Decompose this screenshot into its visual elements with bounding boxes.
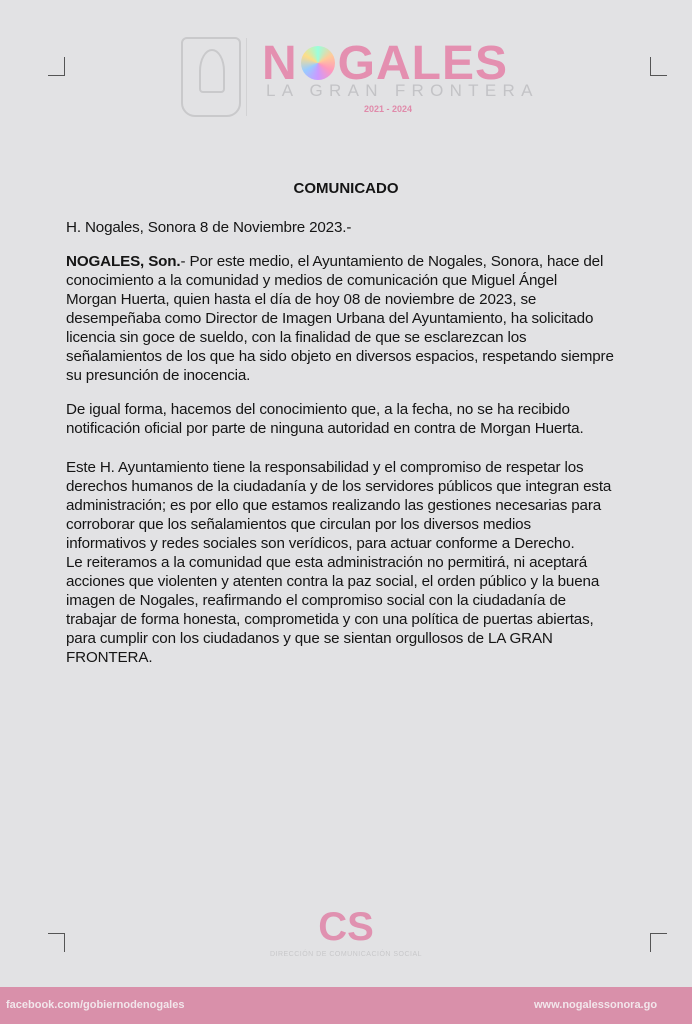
document-heading: COMUNICADO: [293, 180, 399, 197]
text-line: conocimiento a la comunidad y medios de comunicación que Miguel Ángel: [66, 272, 558, 289]
text-line: imagen de Nogales, reafirmando el compromiso social con la ciudadanía de: [66, 592, 566, 609]
text-line: informativos y redes sociales son verídicos, para actuar conforme a Derecho.: [66, 535, 575, 552]
text-line: notificación oficial por parte de ninguna autoridad en contra de Morgan Huerta.: [66, 420, 584, 437]
crop-mark-top-left: [48, 57, 65, 76]
text-line: su presunción de inocencia.: [66, 367, 251, 384]
text-line: Morgan Huerta, quien hasta el día de hoy 08 de noviembre de 2023, se: [66, 291, 537, 308]
crop-mark-top-right: [650, 57, 667, 76]
facebook-link[interactable]: facebook.com/gobiernodenogales: [6, 999, 185, 1011]
text-line: Este H. Ayuntamiento tiene la responsabilidad y el compromiso de respetar los: [66, 459, 584, 476]
text-line: licencia sin goce de sueldo, con la finalidad de que se esclarezcan los: [66, 329, 527, 346]
website-link[interactable]: www.nogalessonora.go: [534, 999, 658, 1011]
text-line: administración; es por ello que estamos realizando las gestiones necesarias para: [66, 497, 602, 514]
text-line: trabajar de forma honesta, comprometida y con una política de puertas abiertas,: [66, 611, 594, 628]
logo-subtitle: LA GRAN FRONTERA: [266, 81, 539, 100]
text-line: derechos humanos de la ciudadanía y de los servidores públicos que integran esta: [66, 478, 612, 495]
nogales-logo: N GALES: [262, 37, 509, 90]
text-line: FRONTERA.: [66, 649, 153, 666]
text-line: para cumplir con los ciudadanos y que se sientan orgullosos de LA GRAN: [66, 630, 553, 647]
footer-bar: [0, 987, 692, 1024]
flower-icon: [301, 46, 335, 80]
dateline: H. Nogales, Sonora 8 de Noviembre 2023.-: [66, 219, 352, 236]
text-span: - Por este medio, el Ayuntamiento de Nogales, Sonora, hace del: [180, 253, 604, 270]
text-line: desempeñaba como Director de Imagen Urbana del Ayuntamiento, ha solicitado: [66, 310, 594, 327]
cs-logo: CS: [318, 905, 374, 949]
location-bold: NOGALES, Son.: [66, 253, 181, 270]
text-line: acciones que violenten y atenten contra la paz social, el orden público y la buena: [66, 573, 600, 590]
logo-divider: [246, 38, 247, 116]
cs-logo-subtitle: DIRECCIÓN DE COMUNICACIÓN SOCIAL: [269, 951, 423, 958]
text-line: señalamientos de los que ha sido objeto en diversos espacios, respetando siempre: [66, 348, 614, 365]
text-line: De igual forma, hacemos del conocimiento que, a la fecha, no se ha recibido: [66, 401, 570, 418]
text-line: [66, 253, 603, 270]
text-line: corroborar que los señalamientos que circulan por los diversos medios: [66, 516, 531, 533]
coat-of-arms-logo: [181, 37, 241, 117]
text-line: Le reiteramos a la comunidad que esta administración no permitirá, ni aceptará: [66, 554, 587, 571]
logo-years: 2021 - 2024: [364, 104, 413, 114]
